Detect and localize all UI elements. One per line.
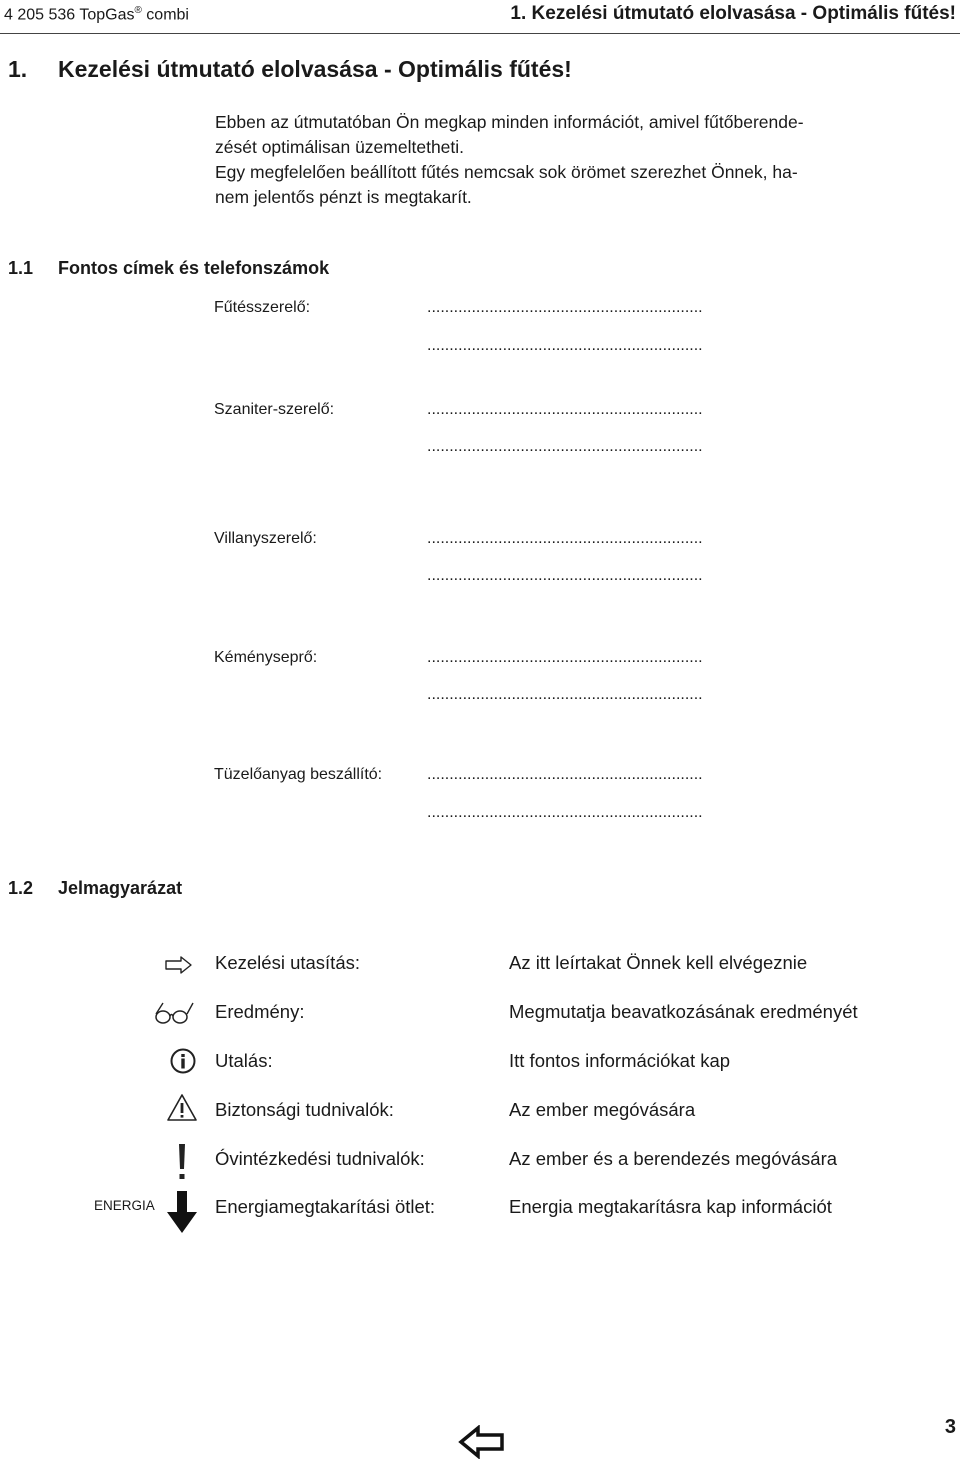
intro-line: Ebben az útmutatóban Ön megkap minden információt, amivel fűtőberende- bbox=[215, 112, 804, 132]
fill-line[interactable]: .............................................................. bbox=[427, 686, 703, 703]
page-number: 3 bbox=[944, 1416, 956, 1438]
energy-arrow-icon bbox=[165, 1190, 199, 1234]
field-label-plumber: Szaniter-szerelő: bbox=[214, 401, 335, 418]
section-number: 1.1 bbox=[8, 258, 34, 278]
intro-line: nem jelentős pénzt is megtakarít. bbox=[215, 187, 472, 207]
legend-label: Biztonsági tudnivalók: bbox=[215, 1099, 394, 1120]
section-number: 1.2 bbox=[8, 878, 34, 898]
intro-line: zését optimálisan üzemeltetheti. bbox=[215, 137, 465, 157]
running-header-title: 1. Kezelési útmutató elolvasása - Optimális fűtés! bbox=[510, 3, 956, 24]
legend-desc: Az ember és a berendezés megóvására bbox=[509, 1148, 838, 1169]
fill-line[interactable]: .............................................................. bbox=[427, 567, 703, 584]
fill-line[interactable]: .............................................................. bbox=[427, 766, 703, 783]
doc-id: 4 205 536 TopGas® combi bbox=[4, 5, 189, 24]
energia-tag: ENERGIA bbox=[94, 1198, 155, 1213]
hand-pointer-icon bbox=[165, 955, 193, 975]
exclamation-icon bbox=[174, 1142, 190, 1182]
legend-label: Kezelési utasítás: bbox=[215, 952, 360, 973]
field-label-heating: Fűtésszerelő: bbox=[214, 299, 311, 316]
legend-label: Utalás: bbox=[215, 1050, 273, 1071]
legend-label: Eredmény: bbox=[215, 1001, 305, 1022]
fill-line[interactable]: .............................................................. bbox=[427, 401, 703, 418]
fill-line[interactable]: .............................................................. bbox=[427, 804, 703, 821]
legend-desc: Megmutatja beavatkozásának eredményét bbox=[509, 1001, 858, 1022]
chapter-number: 1. bbox=[8, 56, 28, 82]
fill-line[interactable]: .............................................................. bbox=[427, 649, 703, 666]
fill-line[interactable]: .............................................................. bbox=[427, 337, 703, 354]
warning-triangle-icon bbox=[166, 1093, 198, 1123]
back-arrow-icon[interactable] bbox=[458, 1425, 506, 1459]
fill-line[interactable]: .............................................................. bbox=[427, 299, 703, 316]
intro-text bbox=[215, 110, 915, 210]
field-label-electrician: Villanyszerelő: bbox=[214, 530, 317, 547]
chapter-heading bbox=[8, 56, 572, 83]
section-title: Jelmagyarázat bbox=[58, 878, 183, 898]
field-label-chimney-sweep: Kéményseprő: bbox=[214, 649, 318, 666]
intro-line: Egy megfelelően beállított fűtés nemcsak sok örömet szerezhet Önnek, ha- bbox=[215, 162, 798, 182]
section-heading-legend bbox=[8, 878, 182, 899]
legend-desc: Itt fontos információkat kap bbox=[509, 1050, 731, 1071]
fill-line[interactable]: .............................................................. bbox=[427, 530, 703, 547]
glasses-icon bbox=[153, 1000, 195, 1026]
info-icon bbox=[169, 1047, 197, 1075]
header-divider bbox=[0, 33, 960, 34]
section-heading-addresses bbox=[8, 258, 329, 279]
fill-line[interactable]: .............................................................. bbox=[427, 438, 703, 455]
chapter-title: Kezelési útmutató elolvasása - Optimális fűtés! bbox=[58, 56, 572, 82]
field-label-fuel-supplier: Tüzelőanyag beszállító: bbox=[214, 766, 383, 783]
legend-label: Energiamegtakarítási ötlet: bbox=[215, 1196, 436, 1217]
section-title: Fontos címek és telefonszámok bbox=[58, 258, 330, 278]
legend-desc: Az ember megóvására bbox=[509, 1099, 696, 1120]
legend-label: Óvintézkedési tudnivalók: bbox=[215, 1148, 425, 1169]
legend-desc: Energia megtakarításra kap információt bbox=[509, 1196, 832, 1217]
legend-desc: Az itt leírtakat Önnek kell elvégeznie bbox=[509, 952, 808, 973]
